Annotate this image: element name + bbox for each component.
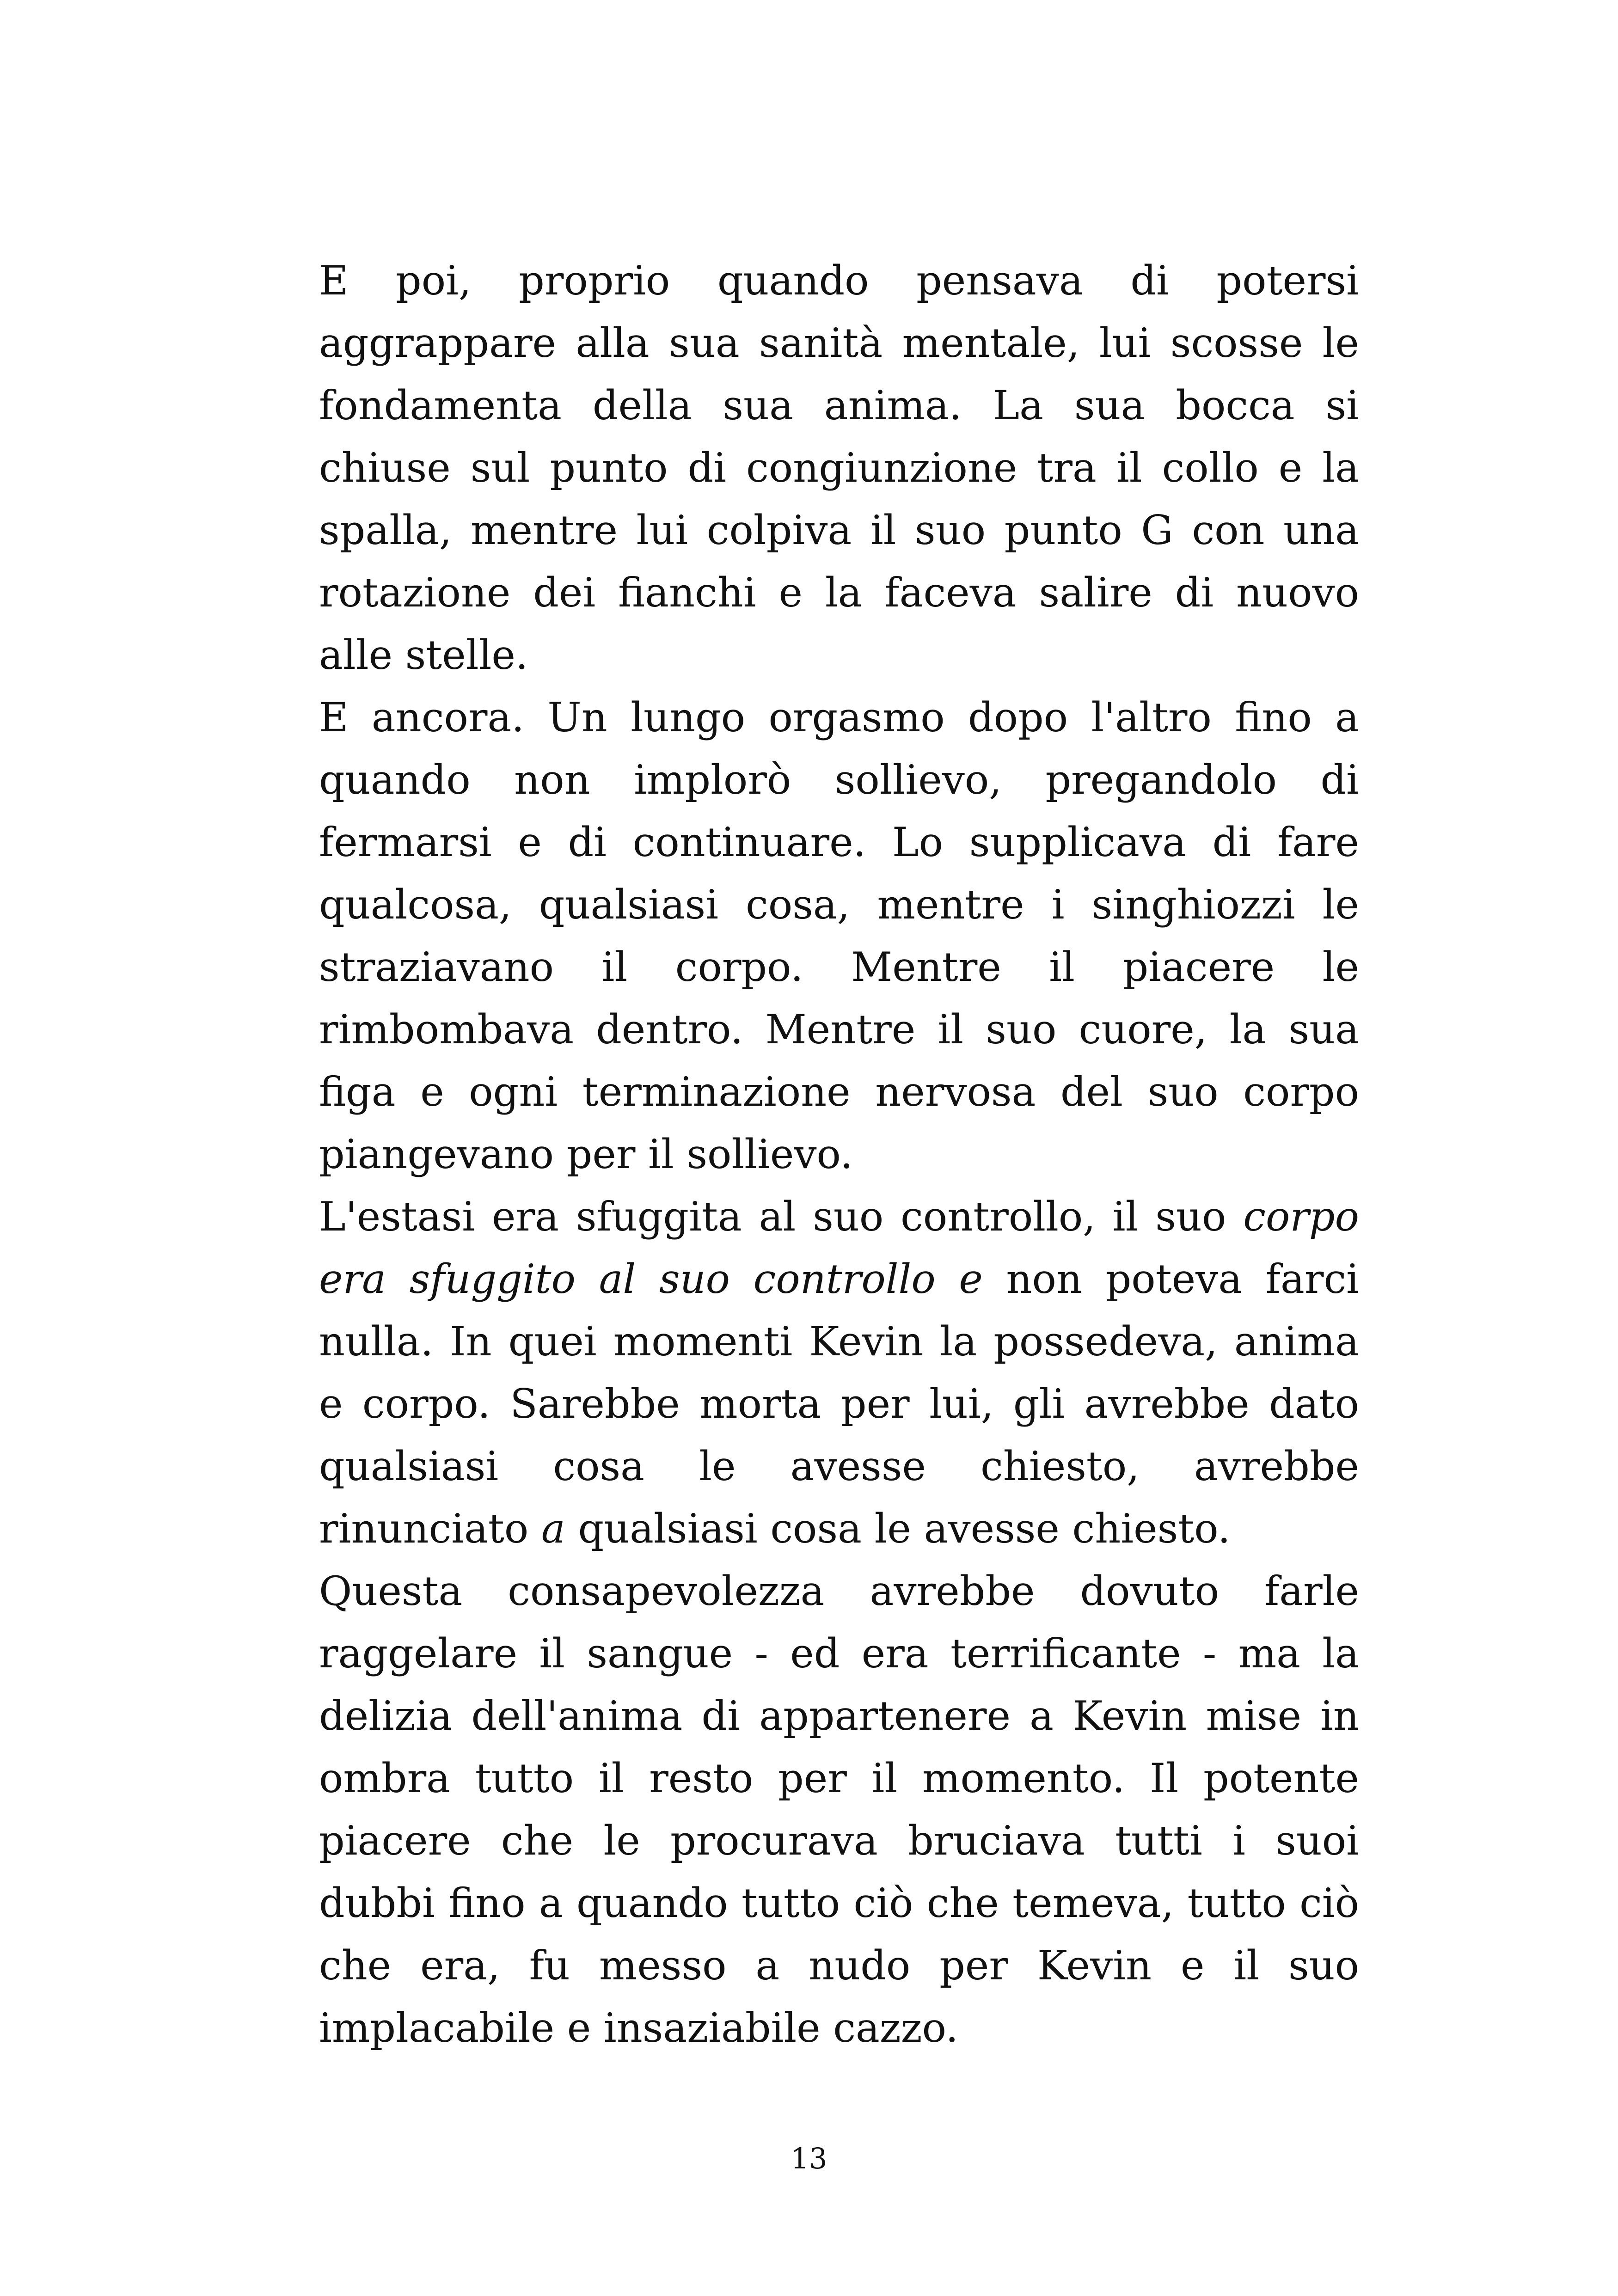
paragraph bbox=[319, 250, 1359, 686]
text-segment: Questa consapevolezza avrebbe dovuto farle raggelare il sangue - ed era terrificante - ma la delizia dell'anima di appartenere a Kevin mise in ombra tutto il resto per il momento. Il potente piacere che le procurava bruciava tutti i suoi dubbi fino a quando tutto ciò che temeva, tutto ciò che era, fu messo a nudo per Kevin e il suo implacabile e insaziabile cazzo. bbox=[319, 1567, 1359, 2051]
italic-text-segment: corpo era sfuggito al suo controllo e bbox=[319, 1193, 1359, 1303]
text-segment: E poi, proprio quando pensava di potersi aggrappare alla sua sanità mentale, lui scosse le fondamenta della sua anima. La sua bocca si chiuse sul punto di congiunzione tra il collo e la spalla, mentre lui colpiva il suo punto G con una rotazione dei fianchi e la faceva salire di nuovo alle stelle. bbox=[319, 257, 1359, 679]
italic-text-segment: a bbox=[541, 1505, 565, 1552]
paragraph bbox=[319, 1186, 1359, 1560]
body-text bbox=[319, 250, 1359, 2059]
page-number: 13 bbox=[791, 2142, 827, 2175]
text-segment: qualsiasi cosa le avesse chiesto. bbox=[565, 1505, 1231, 1552]
text-segment: L'estasi era sfuggita al suo controllo, il suo bbox=[319, 1193, 1244, 1240]
text-segment: non poteva farci nulla. In quei momenti Kevin la possedeva, anima e corpo. Sarebbe morta per lui, gli avrebbe dato qualsiasi cosa le avesse chiesto, avrebbe rinunciato bbox=[319, 1255, 1359, 1552]
paragraph bbox=[319, 686, 1359, 1186]
text-segment: E ancora. Un lungo orgasmo dopo l'altro fino a quando non implorò sollievo, pregandolo di fermarsi e di continuare. Lo supplicava di fare qualcosa, qualsiasi cosa, mentre i singhiozzi le straziavano il corpo. Mentre il piacere le rimbombava dentro. Mentre il suo cuore, la sua figa e ogni terminazione nervosa del suo corpo piangevano per il sollievo. bbox=[319, 694, 1359, 1178]
paragraph bbox=[319, 1560, 1359, 2059]
